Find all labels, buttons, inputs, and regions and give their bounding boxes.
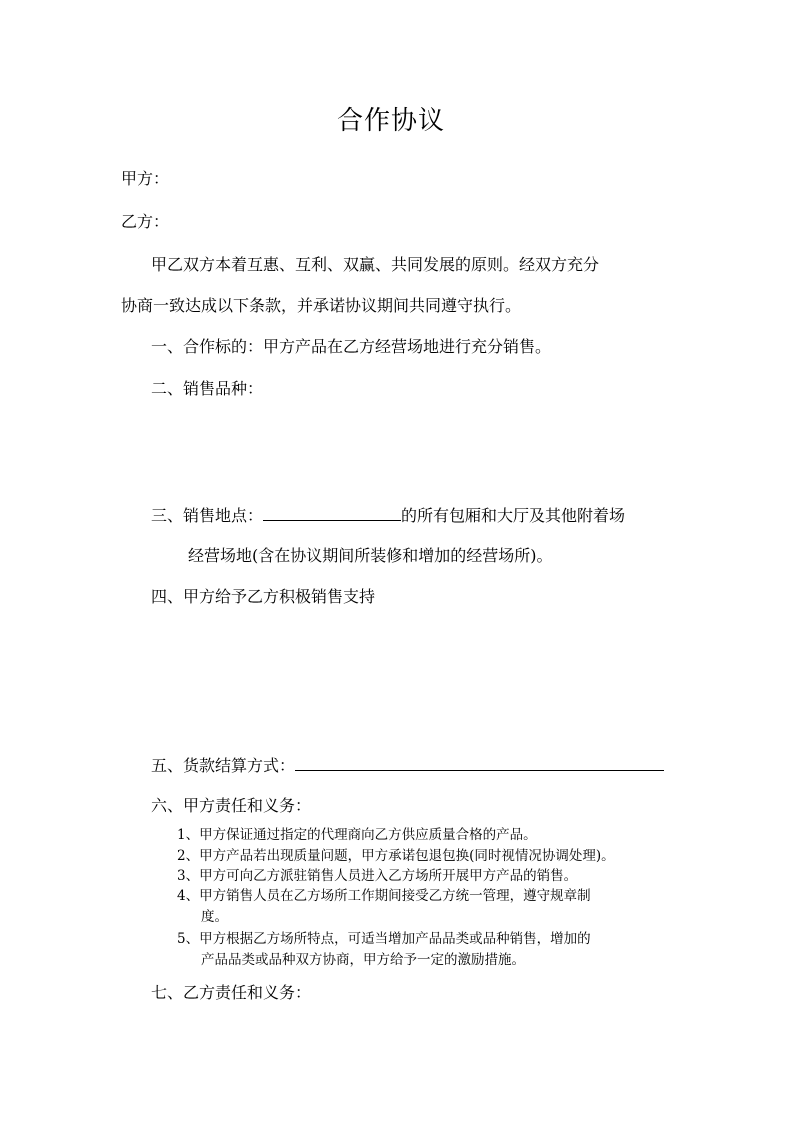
section-5-prefix: 五、货款结算方式： [151, 756, 296, 775]
section-6-heading: 六、甲方责任和义务： [151, 796, 312, 815]
section-6-item-3: 3、甲方可向乙方派驻销售人员进入乙方场所开展甲方产品的销售。 [177, 868, 578, 884]
section-7-heading: 七、乙方责任和义务： [151, 983, 312, 1002]
section-3-prefix: 三、销售地点： [151, 506, 264, 525]
document-title: 合作协议 [336, 106, 445, 136]
section-6-item-2: 2、甲方产品若出现质量问题，甲方承诺包退包换(同时视情况协调处理)。 [177, 848, 615, 864]
section-3-line-1 [151, 504, 625, 526]
intro-line-1: 甲乙双方本着互惠、互利、双赢、共同发展的原则。经双方充分 [151, 255, 600, 274]
section-2-heading: 二、销售品种： [151, 379, 264, 398]
location-blank-line [263, 504, 401, 521]
section-6-item-5: 5、甲方根据乙方场所特点，可适当增加产品品类或品种销售，增加的 [177, 931, 591, 947]
section-6-item-1: 1、甲方保证通过指定的代理商向乙方供应质量合格的产品。 [177, 827, 537, 843]
section-6-item-4: 4、甲方销售人员在乙方场所工作期间接受乙方统一管理，遵守规章制 [177, 888, 591, 904]
section-3-suffix: 的所有包厢和大厅及其他附着场 [401, 506, 626, 525]
intro-line-2: 协商一致达成以下条款，并承诺协议期间共同遵守执行。 [121, 296, 522, 315]
party-a-label: 甲方： [121, 169, 170, 188]
section-6-item-4-continued: 度。 [201, 909, 228, 925]
section-5-line [151, 754, 664, 776]
section-6-item-5-continued: 产品品类或品种双方协商，甲方给予一定的激励措施。 [201, 952, 525, 968]
section-1: 一、合作标的：甲方产品在乙方经营场地进行充分销售。 [151, 337, 552, 356]
section-4-heading: 四、甲方给予乙方积极销售支持 [151, 587, 376, 606]
payment-blank-line [295, 754, 664, 771]
party-b-label: 乙方： [121, 212, 170, 231]
section-3-line-2: 经营场地(含在协议期间所装修和增加的经营场所)。 [188, 546, 553, 565]
